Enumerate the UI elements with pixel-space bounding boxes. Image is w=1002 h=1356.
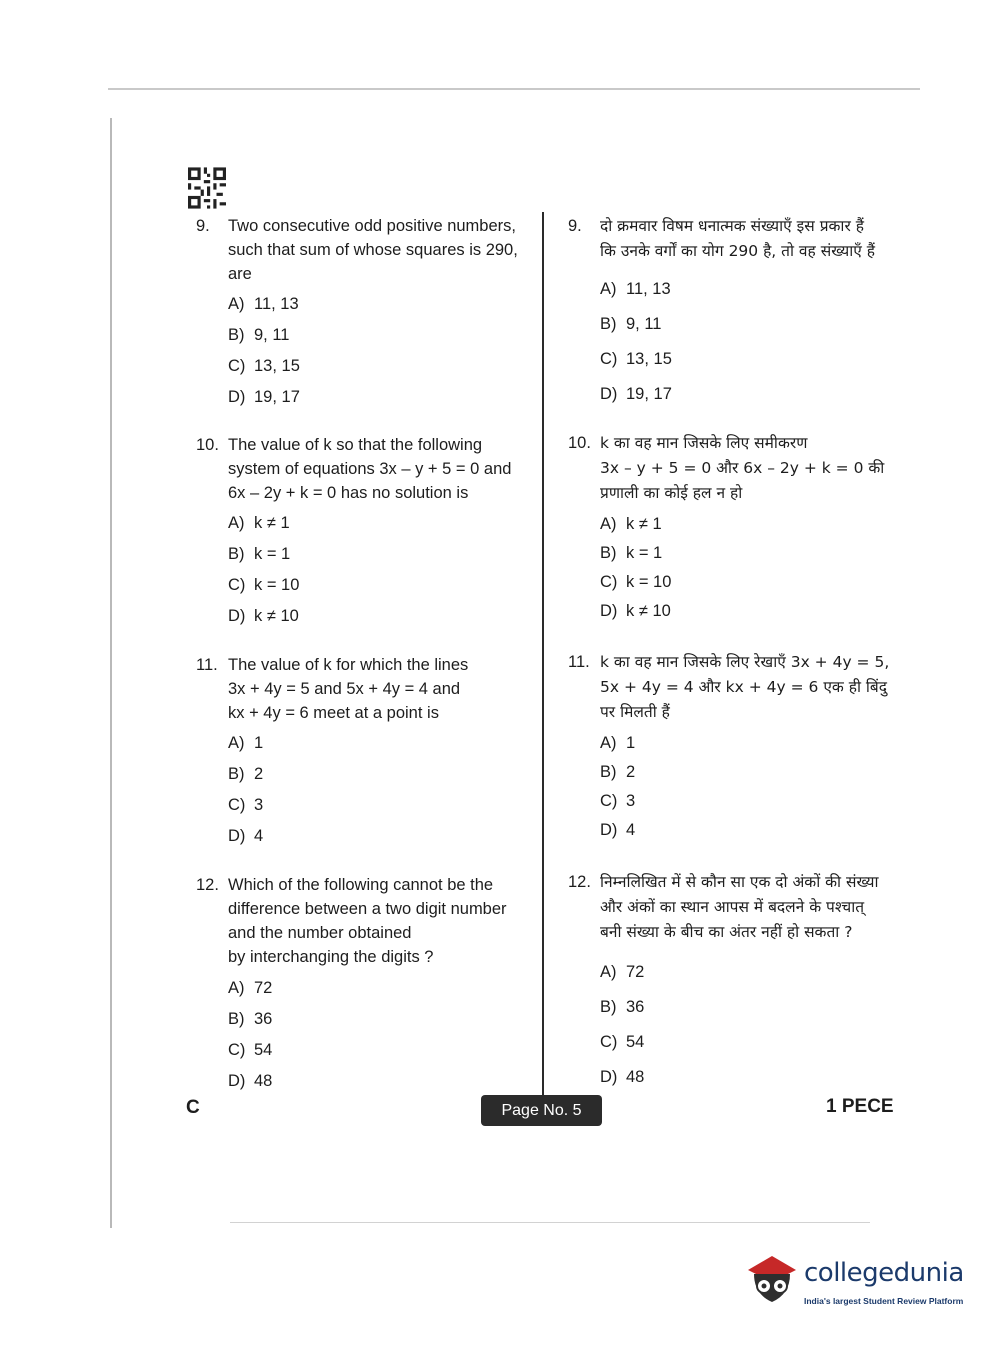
brand-tagline: India's largest Student Review Platform — [804, 1296, 964, 1306]
option-d: D) 19, 17 — [228, 388, 300, 406]
option-c: C) 13, 15 — [600, 350, 672, 368]
stem-line: k का वह मान जिसके लिए समीकरण — [600, 434, 808, 452]
question-stem — [600, 431, 900, 506]
stem-line: and the number obtained — [228, 924, 412, 942]
option-a: A) 1 — [228, 734, 264, 752]
stem-line: निम्नलिखित में से कौन सा एक दो अंकों की संख्या — [600, 873, 879, 891]
question-number: 10. — [196, 436, 219, 454]
qr-code-icon — [188, 167, 226, 209]
scan-edge-left — [110, 118, 112, 1228]
option-a: A) 11, 13 — [228, 295, 299, 313]
option-b: B) 36 — [600, 998, 645, 1016]
option-a: A) 72 — [228, 979, 273, 997]
stem-line: system of equations 3x – y + 5 = 0 and — [228, 460, 512, 478]
stem-line: Which of the following cannot be the — [228, 876, 494, 894]
stem-line: और अंकों का स्थान आपस में बदलने के पश्चात् — [600, 898, 865, 916]
option-b: B) 9, 11 — [228, 326, 290, 344]
question-stem — [228, 214, 528, 286]
stem-line: difference between a two digit number — [228, 900, 507, 918]
option-c: C) 54 — [600, 1033, 645, 1051]
option-d: D) 4 — [228, 827, 264, 845]
option-c: C) k = 10 — [228, 576, 300, 594]
option-c: C) 13, 15 — [228, 357, 300, 375]
booklet-series: C — [186, 1097, 200, 1118]
stem-line: kx + 4y = 6 meet at a point is — [228, 704, 439, 722]
question-number: 11. — [196, 656, 218, 674]
stem-line: The value of k for which the lines — [228, 656, 469, 674]
option-a: A) k ≠ 1 — [600, 515, 662, 533]
option-d: D) 19, 17 — [600, 385, 672, 403]
stem-line: 3x – y + 5 = 0 और 6x – 2y + k = 0 की — [600, 459, 885, 477]
stem-line: k का वह मान जिसके लिए रेखाएँ 3x + 4y = 5, — [600, 653, 890, 671]
question-number: 9. — [568, 217, 582, 235]
stem-line: दो क्रमवार विषम धनात्मक संख्याएँ इस प्रकार हैं — [600, 217, 864, 235]
option-a: A) 1 — [600, 734, 636, 752]
scan-edge-bottom — [230, 1222, 870, 1223]
option-d: D) 4 — [600, 821, 636, 839]
column-divider — [542, 212, 544, 1096]
collegedunia-logo — [742, 1250, 972, 1314]
scan-edge-top — [108, 88, 920, 90]
option-c: C) k = 10 — [600, 573, 672, 591]
page-number-badge: Page No. 5 — [481, 1095, 602, 1126]
option-b: B) 2 — [228, 765, 264, 783]
option-b: B) 36 — [228, 1010, 273, 1028]
question-stem — [228, 873, 528, 969]
question-stem — [228, 433, 528, 505]
option-b: B) k = 1 — [600, 544, 663, 562]
mascot-icon — [742, 1252, 800, 1310]
stem-line: are — [228, 265, 252, 283]
option-d: D) 48 — [600, 1068, 645, 1086]
option-a: A) k ≠ 1 — [228, 514, 290, 532]
stem-line: by interchanging the digits ? — [228, 948, 434, 966]
option-b: B) 9, 11 — [600, 315, 662, 333]
stem-line: such that sum of whose squares is 290, — [228, 241, 518, 259]
option-c: C) 54 — [228, 1041, 273, 1059]
question-stem — [600, 214, 900, 264]
stem-line: 6x – 2y + k = 0 has no solution is — [228, 484, 469, 502]
option-d: D) 48 — [228, 1072, 273, 1090]
question-stem — [600, 870, 900, 945]
stem-line: बनी संख्या के बीच का अंतर नहीं हो सकता ? — [600, 923, 853, 941]
question-number: 12. — [196, 876, 219, 894]
option-c: C) 3 — [600, 792, 636, 810]
stem-line: The value of k so that the following — [228, 436, 483, 454]
question-number: 12. — [568, 873, 591, 891]
option-c: C) 3 — [228, 796, 264, 814]
stem-line: प्रणाली का कोई हल न हो — [600, 484, 743, 502]
stem-line: 3x + 4y = 5 and 5x + 4y = 4 and — [228, 680, 461, 698]
exam-code: 1 PECE — [826, 1096, 894, 1117]
stem-line: 5x + 4y = 4 और kx + 4y = 6 एक ही बिंदु — [600, 678, 887, 696]
question-number: 10. — [568, 434, 591, 452]
option-a: A) 11, 13 — [600, 280, 671, 298]
option-b: B) k = 1 — [228, 545, 291, 563]
question-number: 9. — [196, 217, 210, 235]
option-a: A) 72 — [600, 963, 645, 981]
brand-name: collegedunia — [804, 1258, 964, 1288]
stem-line: कि उनके वर्गों का योग 290 है, तो वह संख्याएँ हैं — [600, 242, 875, 260]
question-stem — [228, 653, 528, 725]
question-stem — [600, 650, 900, 725]
stem-line: पर मिलती हैं — [600, 703, 670, 721]
stem-line: Two consecutive odd positive numbers, — [228, 217, 516, 235]
option-d: D) k ≠ 10 — [228, 607, 299, 625]
question-number: 11. — [568, 653, 590, 671]
option-d: D) k ≠ 10 — [600, 602, 671, 620]
option-b: B) 2 — [600, 763, 636, 781]
